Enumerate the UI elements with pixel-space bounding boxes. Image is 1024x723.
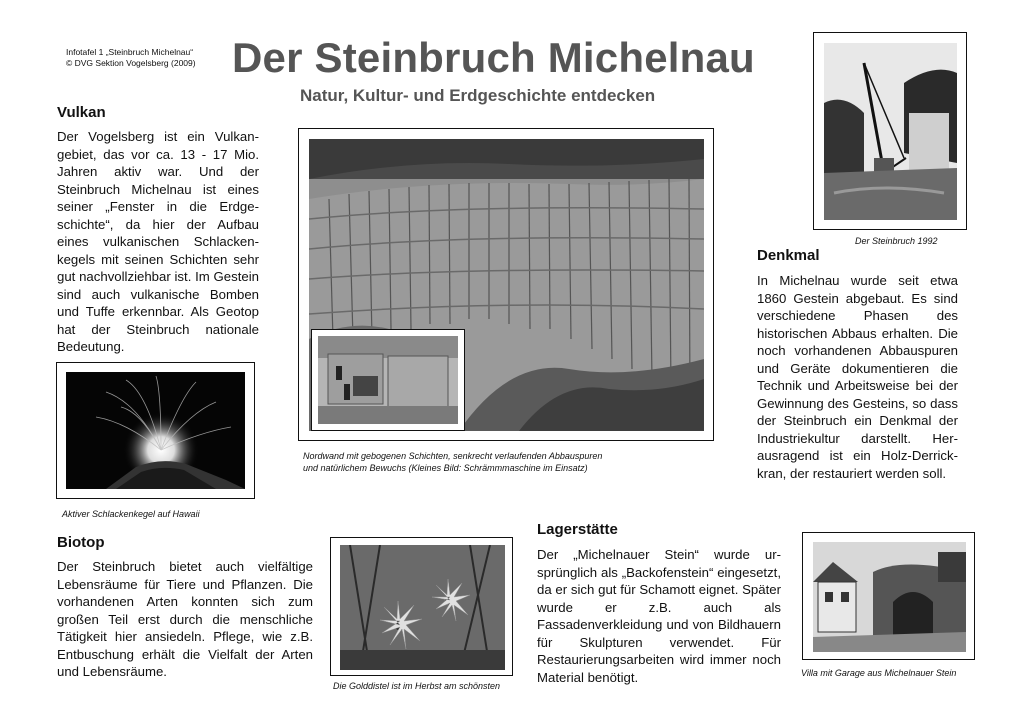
denkmal-text: In Michelnau wurde seit etwa 1860 Gestein abgebaut. Es sind verschiedene Phasen des historischen Abbaus erhalten. Die noch vorhandenen Abbauspuren und Geräte dokumentieren die Technik und Arbeitsweise bei der Gewinnung des Gesteins, so dass der Steinbruch ein Denkmal der Industriekultur darstellt. Herausragend ist ein Holz-Derrickkran, der restauriert werden soll.: [757, 273, 958, 481]
steinbruch-1992-photo-frame: [813, 32, 967, 230]
steinbruch-1992-caption: Der Steinbruch 1992: [855, 236, 938, 246]
hawaii-caption: Aktiver Schlackenkegel auf Hawaii: [62, 509, 200, 519]
nordwand-caption-line1: Nordwand mit gebogenen Schichten, senkrecht verlaufenden Abbauspuren: [303, 451, 603, 461]
hawaii-photo-frame: [56, 362, 255, 499]
golddistel-caption: Die Golddistel ist im Herbst am schönsten: [333, 681, 501, 691]
lagerstaette-heading: Lagerstätte: [537, 521, 618, 538]
biotop-heading: Biotop: [57, 534, 105, 551]
copyright-label: © DVG Sektion Vogelsberg (2009): [66, 58, 196, 68]
hawaii-volcano-photo: [66, 372, 245, 489]
nordwand-caption-line2: und natürlichem Bewuchs (Kleines Bild: Schrämmmaschine im Einsatz): [303, 463, 588, 473]
biotop-text: Der Steinbruch bietet auch vielfältige Lebensräume für Tiere und Pflanzen. Die vorhandenen Arten konnten sich zum großen Teil erst durch die menschliche Tätigkeit hier ansiedeln. Pflege, wie z.B. Entbuschung erhält die Vielfalt der Arten und Lebensräume.: [57, 559, 313, 679]
villa-photo: [813, 542, 966, 652]
villa-caption: Villa mit Garage aus Michelnauer Stein: [801, 668, 957, 678]
infotafel-label: Infotafel 1 „Steinbruch Michelnau“: [66, 47, 194, 57]
steinbruch-1992-photo: [824, 43, 957, 220]
schraemmaschine-inset-frame: [311, 329, 465, 431]
page-title: Der Steinbruch Michelnau: [232, 34, 755, 81]
denkmal-heading: Denkmal: [757, 247, 820, 264]
nordwand-photo-frame: [298, 128, 714, 441]
golddistel-photo: [340, 545, 505, 670]
vulkan-text: Der Vogelsberg ist ein Vulkangebiet, das vor ca. 13 - 17 Mio. Jahren aktiv war. Und der Steinbruch Michelnau ist eines seiner „Fenster in die Erdgeschichte“, da hier der Aufbau eines vulkanischen Schlackenkegels mit seinen Schichten sehr gut nachvollziehbar ist. Im Gestein sind auch vulkanische Bomben und Tuffe erkennbar. Als Geotop hat der Steinbruch nationale Bedeutung.: [57, 129, 259, 354]
golddistel-photo-frame: [330, 537, 513, 676]
vulkan-heading: Vulkan: [57, 104, 106, 121]
lagerstaette-text: Der „Michelnauer Stein“ wurde ursprünglich als „Backofenstein“ eingesetzt, da er sich gut für Schamott eignet. Später wurde er z.B. auch als Fassadenverkleidung und von Bildhauern für Skulpturen verwendet. Für Restaurierungsarbeiten wird immer noch Material benötigt.: [537, 547, 781, 685]
schraemmaschine-inset-photo: [318, 336, 458, 424]
villa-photo-frame: [802, 532, 975, 660]
page-subtitle: Natur, Kultur- und Erdgeschichte entdecken: [300, 86, 656, 105]
